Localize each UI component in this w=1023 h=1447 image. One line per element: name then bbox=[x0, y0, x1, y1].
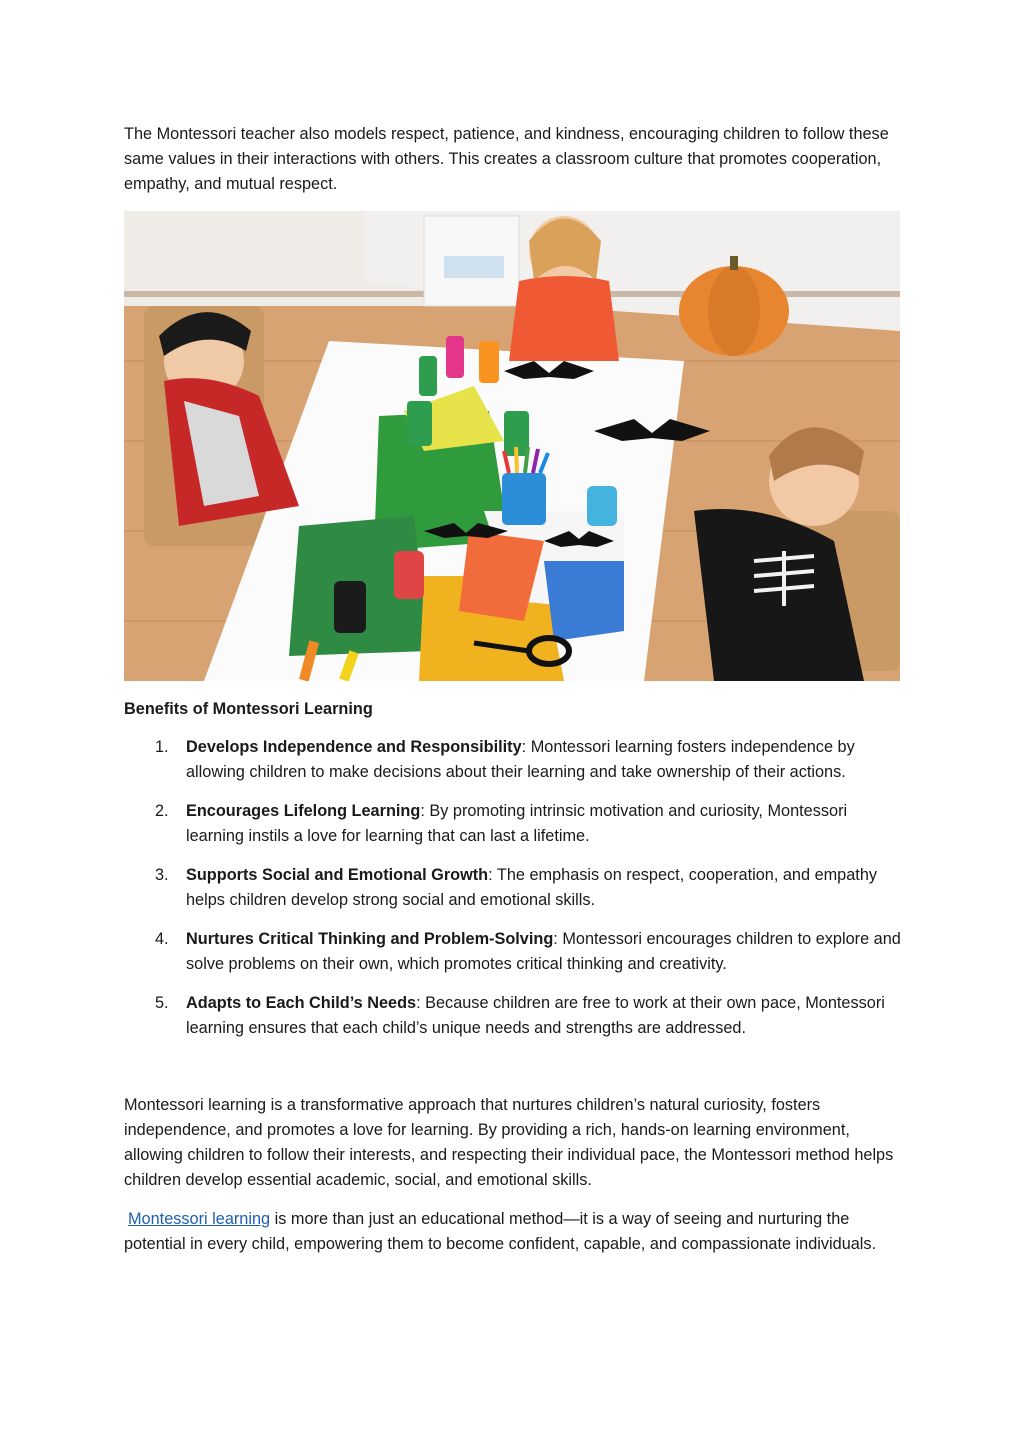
list-item-text: : By promoting intrinsic motivation and curiosity, Montessori learning instils a love for learning that can last a lifetime. bbox=[186, 802, 848, 845]
list-item-number: 1. bbox=[155, 738, 169, 756]
montessori-learning-link[interactable]: Montessori learning bbox=[128, 1210, 271, 1228]
list-item-title: Nurtures Critical Thinking and Problem-Solving bbox=[186, 930, 554, 948]
list-item-number: 5. bbox=[155, 994, 169, 1012]
list-item bbox=[124, 735, 902, 785]
conclusion-paragraph: Montessori learning is a transformative approach that nurtures children’s natural curiosity, fosters independence, and promotes a love for learning. By providing a rich, hands-on learning environment, allowing children to follow their interests, and respecting their individual pace, the Montessori method helps children develop essential academic, social, and emotional skills. bbox=[124, 1096, 894, 1189]
list-item-title: Develops Independence and Responsibility bbox=[186, 738, 522, 756]
intro-paragraph: The Montessori teacher also models respect, patience, and kindness, encouraging children to follow these same values in their interactions with others. This creates a classroom culture that promotes cooperation, empathy, and mutual respect. bbox=[124, 125, 889, 193]
list-item-text: : Because children are free to work at their own pace, Montessori learning ensures that each child’s unique needs and strengths are addressed. bbox=[186, 994, 885, 1037]
document-page bbox=[124, 122, 902, 1257]
list-item-number: 4. bbox=[155, 930, 169, 948]
list-item-text: : Montessori learning fosters independence by allowing children to make decisions about their learning and take ownership of their actions. bbox=[186, 738, 855, 781]
children-crafting-photo bbox=[124, 211, 900, 681]
benefits-list bbox=[124, 735, 902, 1041]
closing-paragraph bbox=[124, 1207, 902, 1257]
list-item bbox=[124, 991, 902, 1041]
list-item bbox=[124, 799, 902, 849]
benefits-heading: Benefits of Montessori Learning bbox=[124, 700, 373, 718]
list-item-title: Supports Social and Emotional Growth bbox=[186, 866, 489, 884]
closing-text: is more than just an educational method—it is a way of seeing and nurturing the potential in every child, empowering them to become confident, capable, and compassionate individuals. bbox=[124, 1210, 877, 1253]
list-item bbox=[124, 863, 902, 913]
list-item bbox=[124, 927, 902, 977]
list-item-title: Encourages Lifelong Learning bbox=[186, 802, 421, 820]
list-item-title: Adapts to Each Child’s Needs bbox=[186, 994, 417, 1012]
list-item-text: : The emphasis on respect, cooperation, and empathy helps children develop strong social and emotional skills. bbox=[186, 866, 878, 909]
section-spacer bbox=[124, 1055, 902, 1093]
list-item-number: 3. bbox=[155, 866, 169, 884]
list-item-number: 2. bbox=[155, 802, 169, 820]
list-item-text: : Montessori encourages children to explore and solve problems on their own, which promotes critical thinking and creativity. bbox=[186, 930, 901, 973]
